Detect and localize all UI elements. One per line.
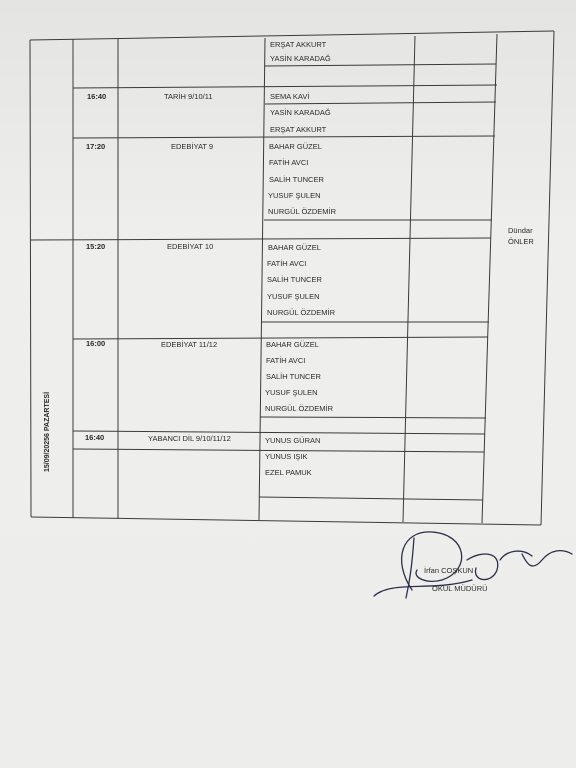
row-name: NURGÜL ÖZDEMİR	[265, 404, 334, 413]
signature-title: OKUL MÜDÜRÜ	[432, 584, 488, 593]
row-name: FATİH AVCI	[266, 356, 306, 365]
row-name: EZEL PAMUK	[265, 468, 312, 477]
row-name: ERŞAT AKKURT	[270, 125, 327, 134]
row-name: FATİH AVCI	[267, 259, 307, 268]
top-name-2: YASİN KARADAĞ	[270, 54, 331, 63]
row-subject: YABANCI DİL 9/10/11/12	[148, 434, 231, 443]
row-name: YUSUF ŞULEN	[265, 388, 318, 397]
date-label: 15/09/20256 PAZARTESİ	[44, 391, 51, 472]
row-subject: TARİH 9/10/11	[164, 92, 213, 101]
row-name: NURGÜL ÖZDEMİR	[268, 207, 337, 216]
row-name: YUNUS GÜRAN	[265, 436, 321, 445]
row-name: SALİH TUNCER	[267, 275, 322, 284]
row-name: YASİN KARADAĞ	[270, 108, 331, 117]
row-time: 16:00	[86, 339, 106, 348]
row-name: SEMA KAVİ	[270, 92, 310, 101]
row-name: BAHAR GÜZEL	[269, 142, 322, 151]
row-name: SALİH TUNCER	[269, 175, 324, 184]
right-column-line2: ÖNLER	[508, 237, 534, 246]
row-time: 15:20	[86, 242, 106, 251]
row-name: YUSUF ŞULEN	[268, 191, 321, 200]
row-name: YUNUS IŞIK	[265, 452, 308, 461]
row-subject: EDEBİYAT 9	[171, 142, 214, 151]
row-time: 16:40	[87, 92, 107, 101]
row-name: SALİH TUNCER	[266, 372, 321, 381]
top-name-1: ERŞAT AKKURT	[270, 40, 327, 49]
row-name: NURGÜL ÖZDEMİR	[267, 308, 336, 317]
row-name: BAHAR GÜZEL	[268, 243, 321, 252]
row-time: 16:40	[85, 433, 105, 442]
row-time: 17:20	[86, 142, 106, 151]
row-subject: EDEBİYAT 11/12	[161, 340, 218, 349]
signature-name: İrfan COŞKUN	[424, 566, 474, 575]
row-name: YUSUF ŞULEN	[267, 292, 320, 301]
right-column-line1: Dündar	[508, 226, 533, 235]
row-name: FATİH AVCI	[269, 158, 309, 167]
handwritten-signature	[372, 520, 576, 610]
row-name: BAHAR GÜZEL	[266, 340, 319, 349]
row-subject: EDEBİYAT 10	[167, 242, 214, 251]
